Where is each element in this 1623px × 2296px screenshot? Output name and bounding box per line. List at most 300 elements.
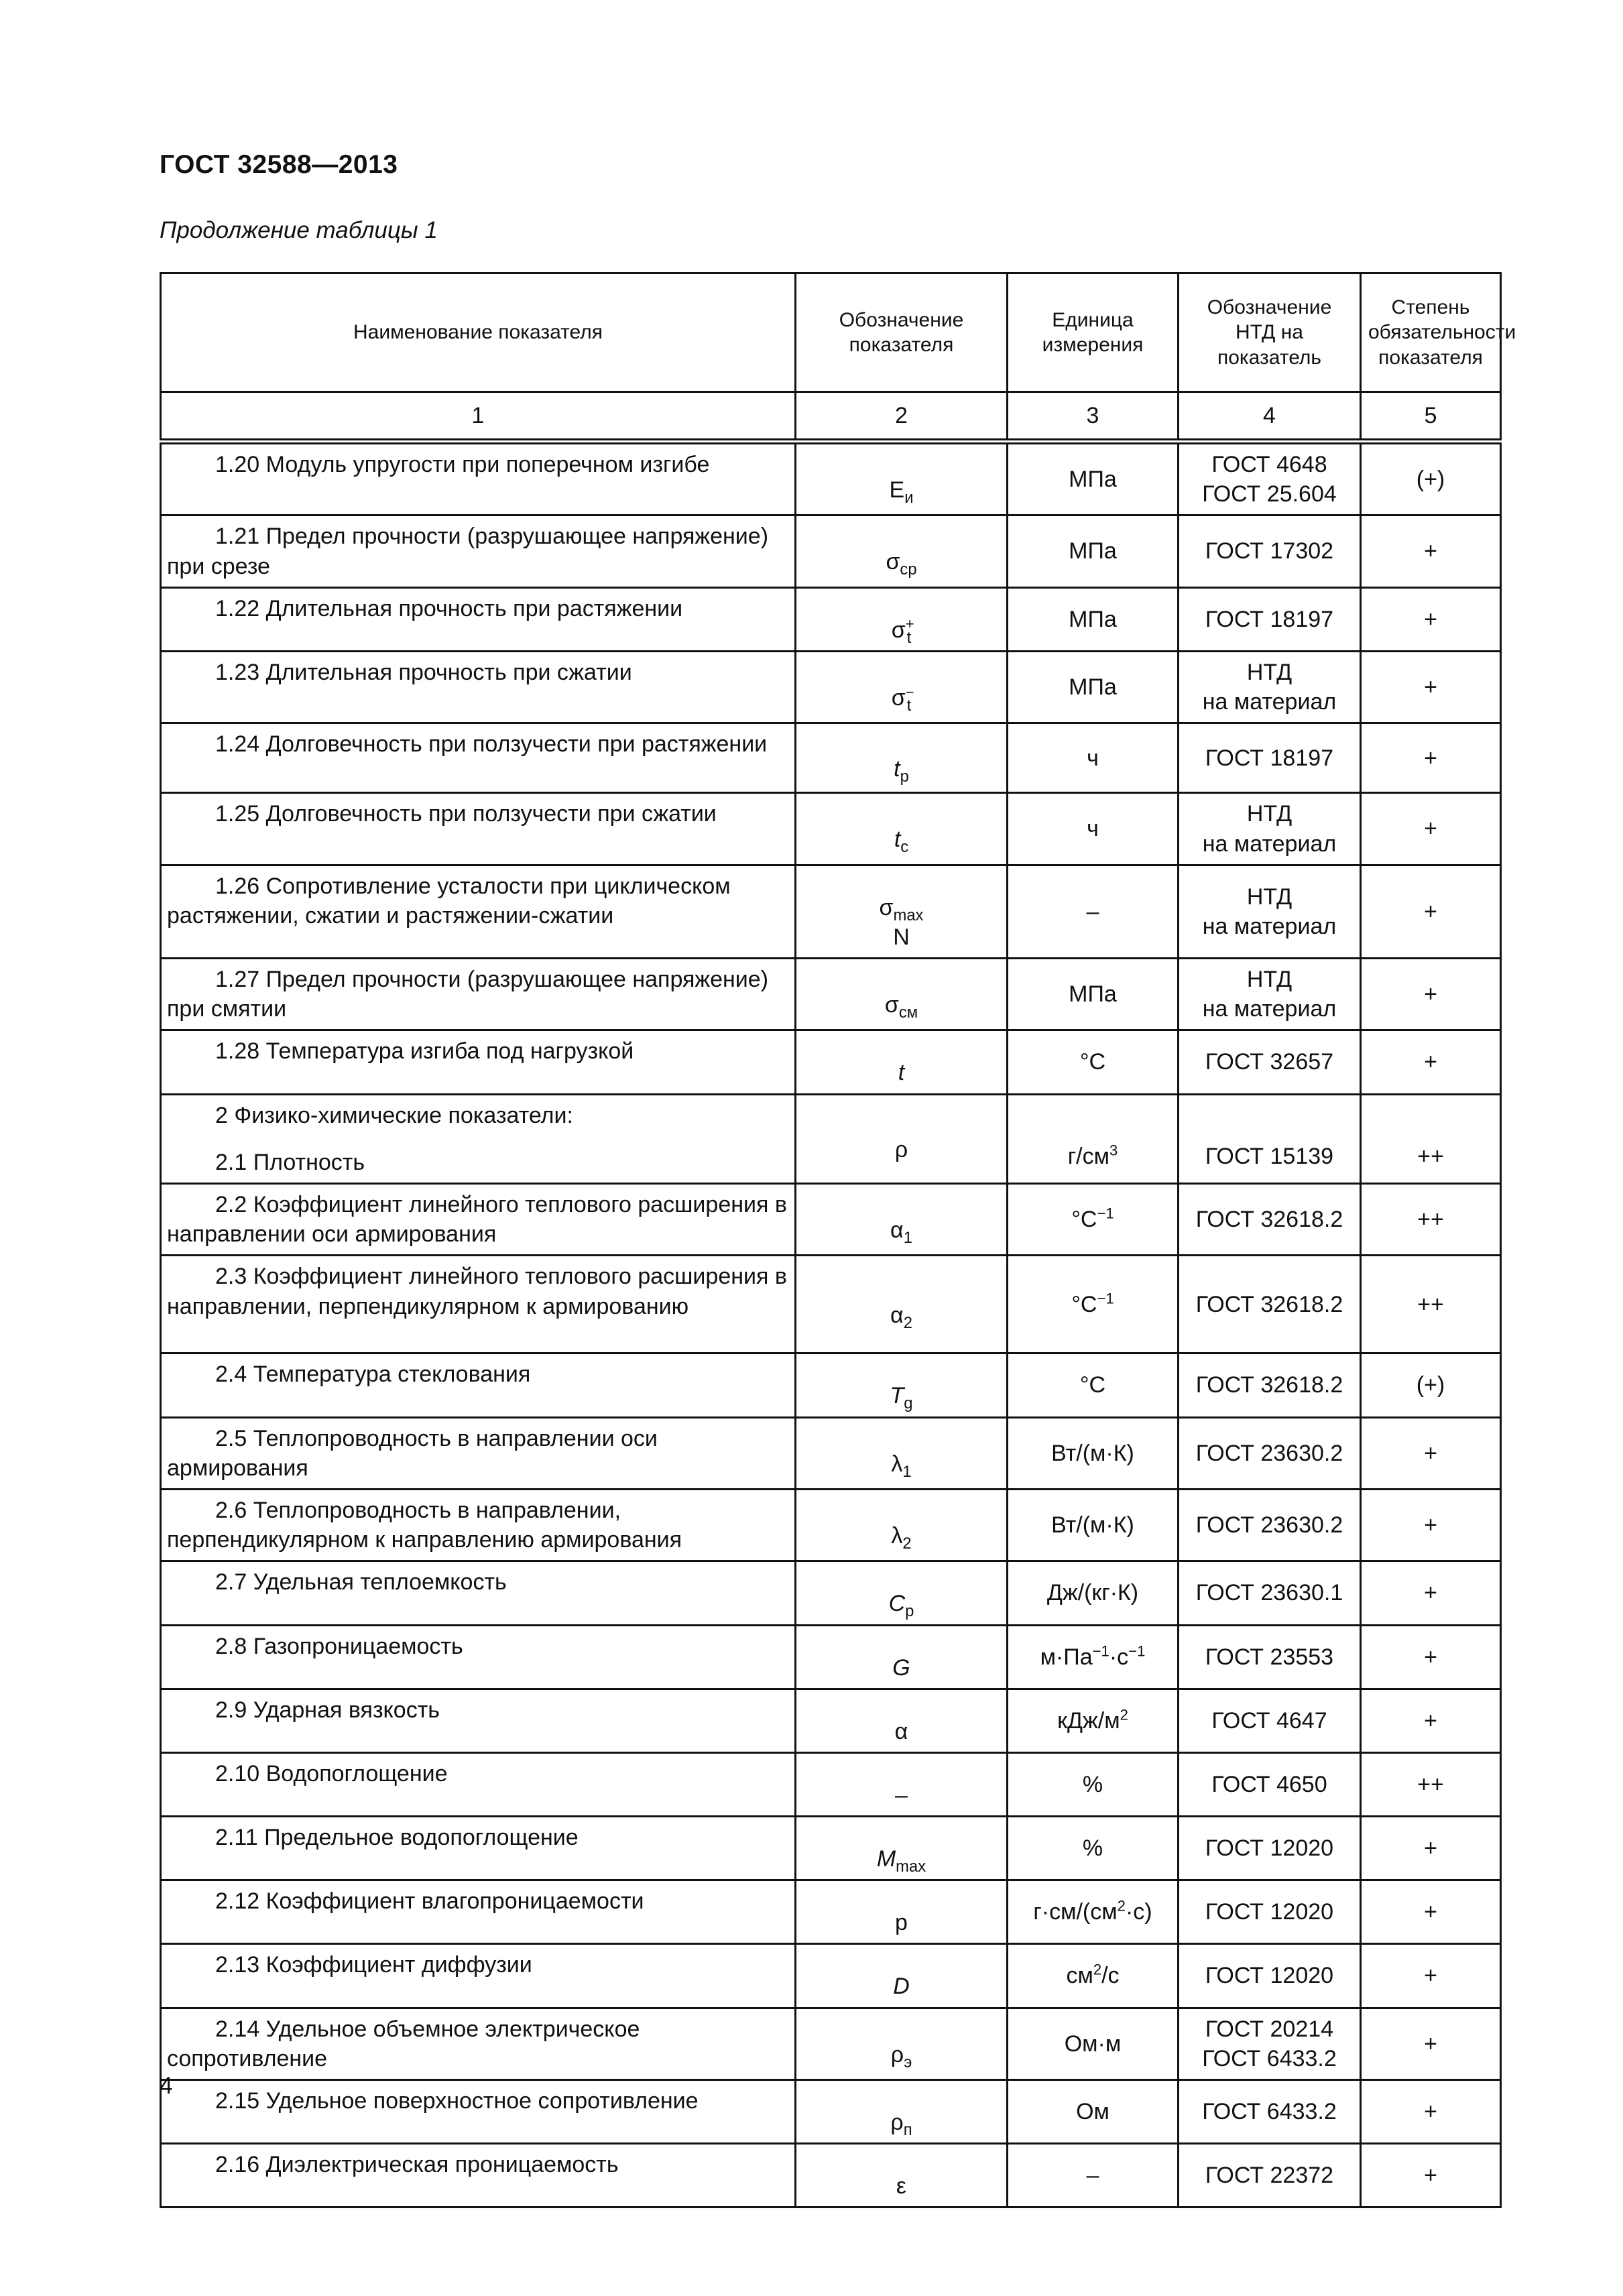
table-row	[161, 1944, 1501, 2008]
indicator-name: 1.27 Предел прочности (разрушающее напряжение) при смятии	[167, 967, 769, 1022]
unit-cell	[1008, 442, 1179, 516]
standard-reference: ГОСТ 17302	[1205, 538, 1334, 564]
indicator-symbol-cell	[796, 959, 1008, 1030]
indicator-name: 1.28 Температура изгиба под нагрузкой	[215, 1038, 634, 1065]
document-title: ГОСТ 32588—2013	[160, 150, 398, 179]
degree-cell	[1361, 1489, 1501, 1561]
standard-reference: на материал	[1202, 913, 1337, 939]
indicator-symbol-cell	[796, 2008, 1008, 2079]
indicator-name: 2.4 Температура стеклования	[215, 1362, 531, 1388]
degree: +	[1424, 745, 1437, 771]
indicator-name: 2.6 Теплопроводность в направлении, перпендикулярном к направлению армирования	[167, 1497, 682, 1553]
degree-cell	[1361, 516, 1501, 587]
header-unit: Единица измерения	[1008, 274, 1179, 392]
symbol-base: E	[889, 477, 905, 503]
indicator-name: 1.24 Долговечность при ползучести при растяжении	[215, 731, 768, 758]
table-row	[161, 1752, 1501, 1816]
unit: МПа	[1069, 606, 1117, 632]
standard-reference: ГОСТ 12020	[1205, 1963, 1334, 1989]
degree: ++	[1417, 1771, 1444, 1797]
symbol-base: M	[876, 1846, 896, 1872]
standard-cell	[1179, 516, 1361, 587]
degree-cell	[1361, 1561, 1501, 1625]
indicator-name: 2 Физико-химические показатели:	[215, 1102, 573, 1128]
table-header-row	[161, 274, 1501, 392]
standard-reference: ГОСТ 23630.2	[1195, 1440, 1343, 1466]
degree-cell	[1361, 1353, 1501, 1417]
standard-reference: НТД	[1246, 967, 1293, 993]
symbol-base: ρ	[890, 2041, 904, 2067]
symbol-base: σ	[879, 894, 894, 920]
standard-cell	[1179, 1417, 1361, 1489]
degree: +	[1424, 1512, 1437, 1538]
degree-cell	[1361, 793, 1501, 865]
table-row	[161, 793, 1501, 865]
standard-cell	[1179, 793, 1361, 865]
indicator-name-cell	[161, 1625, 796, 1689]
indicator-name: 2.16 Диэлектрическая проницаемость	[215, 2152, 619, 2178]
column-number: 5	[1361, 392, 1501, 442]
indicator-name: 2.14 Удельное объемное электрическое сопротивление	[167, 2016, 640, 2071]
table-caption: Продолжение таблицы 1	[160, 217, 438, 243]
symbol-subscript: э	[904, 2053, 912, 2071]
indicator-name: 1.25 Долговечность при ползучести при сжатии	[215, 801, 717, 827]
indicator-name-cell	[161, 1417, 796, 1489]
standard-cell	[1179, 2008, 1361, 2079]
degree-cell	[1361, 1625, 1501, 1689]
table-row	[161, 587, 1501, 651]
symbol-subscript: max	[896, 1857, 926, 1876]
indicator-name: 1.22 Длительная прочность при растяжении	[215, 595, 683, 621]
symbol-base: t	[894, 756, 900, 782]
symbol-base: D	[893, 1974, 910, 2000]
standard-reference: ГОСТ 4647	[1211, 1707, 1327, 1734]
standard-cell	[1179, 1689, 1361, 1752]
indicator-name-cell	[161, 1353, 796, 1417]
table-row	[161, 1689, 1501, 1752]
standard-reference: ГОСТ 12020	[1205, 1899, 1334, 1925]
degree: +	[1424, 1644, 1437, 1670]
symbol-subscript: g	[904, 1394, 913, 1413]
indicator-symbol-cell	[796, 1880, 1008, 1944]
unit-cell	[1008, 1817, 1179, 1880]
standard-reference: ГОСТ 23630.1	[1195, 1580, 1343, 1606]
table-row	[161, 1489, 1501, 1561]
symbol-subscript: 2	[902, 1534, 912, 1553]
standard-reference: НТД	[1246, 884, 1293, 910]
standard-cell	[1179, 1184, 1361, 1256]
degree-cell	[1361, 587, 1501, 651]
indicator-name: 2.3 Коэффициент линейного теплового расширения в направлении, перпендикулярном к армированию	[167, 1264, 787, 1319]
indicator-symbol-cell	[796, 2080, 1008, 2144]
unit: МПа	[1069, 981, 1117, 1008]
unit: Ом	[1076, 2099, 1109, 2124]
symbol-base: T	[890, 1383, 904, 1409]
indicator-name-cell	[161, 1561, 796, 1625]
unit-superscript: 3	[1109, 1142, 1118, 1159]
indicator-name-cell	[161, 1030, 796, 1094]
symbol-base: α	[890, 1217, 904, 1244]
symbol-subscript: р	[905, 1602, 914, 1621]
symbol-base: σ	[886, 549, 900, 575]
indicator-name-cell	[161, 2080, 796, 2144]
table-row	[161, 2144, 1501, 2208]
symbol-base: λ	[891, 1451, 903, 1477]
unit: Дж/(кг·К)	[1046, 1580, 1139, 1606]
standard-reference: ГОСТ 32657	[1205, 1049, 1334, 1075]
degree-cell	[1361, 1817, 1501, 1880]
symbol-base: ε	[896, 2173, 907, 2199]
standard-cell	[1179, 442, 1361, 516]
unit-superscript: 2	[1120, 1706, 1128, 1724]
table-row	[161, 1880, 1501, 1944]
indicator-name: 1.21 Предел прочности (разрушающее напряжение) при срезе	[167, 524, 769, 579]
standard-reference: ГОСТ 18197	[1205, 745, 1334, 771]
unit-cell	[1008, 1944, 1179, 2008]
degree: +	[1424, 538, 1437, 564]
table-row	[161, 1417, 1501, 1489]
symbol-subscript: ср	[900, 560, 917, 579]
indicator-symbol-cell	[796, 1094, 1008, 1183]
standard-reference: ГОСТ 32618.2	[1195, 1372, 1343, 1398]
indicator-symbol-cell	[796, 1944, 1008, 2008]
degree-cell	[1361, 1030, 1501, 1094]
table-row	[161, 1184, 1501, 1256]
unit: %	[1082, 1835, 1103, 1862]
indicator-symbol-cell	[796, 1625, 1008, 1689]
column-number: 1	[161, 392, 796, 442]
degree-cell	[1361, 2008, 1501, 2079]
indicator-name-cell	[161, 1489, 796, 1561]
unit-superscript: −1	[1097, 1205, 1114, 1222]
indicator-name-cell	[161, 1256, 796, 1353]
unit-cell	[1008, 1625, 1179, 1689]
degree: +	[1424, 606, 1437, 632]
table-row	[161, 442, 1501, 516]
unit: %	[1082, 1771, 1103, 1797]
standard-reference: ГОСТ 4650	[1211, 1771, 1327, 1797]
indicator-name: 1.20 Модуль упругости при поперечном изгибе	[215, 452, 710, 477]
symbol-base: G	[892, 1654, 910, 1681]
unit-superscript: 2	[1093, 1961, 1102, 1979]
unit: ч	[1087, 745, 1099, 771]
symbol-base: C	[888, 1591, 906, 1617]
indicator-symbol-cell	[796, 1417, 1008, 1489]
indicator-name: 2.13 Коэффициент диффузии	[215, 1952, 532, 1978]
degree-cell	[1361, 1256, 1501, 1353]
standard-cell	[1179, 1489, 1361, 1561]
indicator-name-cell	[161, 442, 796, 516]
indicator-name: 2.11 Предельное водопоглощение	[215, 1825, 579, 1851]
degree-cell	[1361, 1184, 1501, 1256]
indicator-name-cell	[161, 2144, 796, 2208]
unit-tail: ·с	[1109, 1644, 1129, 1670]
degree-cell	[1361, 442, 1501, 516]
indicator-symbol-cell	[796, 865, 1008, 958]
symbol-base: σ	[891, 617, 906, 643]
indicator-name-cell	[161, 723, 796, 793]
page-number: 4	[160, 2073, 173, 2099]
symbol-base: ρ	[890, 2110, 904, 2135]
degree: ++	[1417, 1291, 1444, 1317]
symbol-base: σ	[884, 992, 899, 1018]
standard-reference: НТД	[1246, 659, 1293, 685]
degree-cell	[1361, 1880, 1501, 1944]
header-symbol: Обозначение показателя	[796, 274, 1008, 392]
standard-cell	[1179, 1094, 1361, 1183]
symbol-base: ρ	[894, 1136, 908, 1162]
degree-cell	[1361, 1417, 1501, 1489]
symbol-subscript: с	[900, 838, 909, 857]
symbol-subscript: 1	[903, 1228, 912, 1247]
standard-reference: ГОСТ 22372	[1205, 2163, 1334, 2189]
unit: МПа	[1069, 538, 1117, 564]
indicator-symbol-cell	[796, 1752, 1008, 1816]
unit: г/см	[1067, 1143, 1109, 1169]
symbol-subscript: 2	[903, 1313, 912, 1332]
standard-cell	[1179, 1353, 1361, 1417]
symbol-subscript: max	[893, 906, 924, 924]
indicator-name: 2.5 Теплопроводность в направлении оси армирования	[167, 1425, 658, 1481]
degree-cell	[1361, 651, 1501, 723]
indicator-name: 2.15 Удельное поверхностное сопротивление	[215, 2088, 699, 2114]
degree-cell	[1361, 1752, 1501, 1816]
indicator-name: 1.23 Длительная прочность при сжатии	[215, 659, 632, 685]
symbol-base: λ	[891, 1523, 903, 1549]
standard-reference: ГОСТ 32618.2	[1195, 1207, 1343, 1233]
standard-cell	[1179, 1817, 1361, 1880]
indicator-name: 2.2 Коэффициент линейного теплового расширения в направлении оси армирования	[167, 1192, 787, 1248]
indicator-name-cell	[161, 516, 796, 587]
indicator-symbol-cell	[796, 793, 1008, 865]
unit-cell	[1008, 723, 1179, 793]
symbol-base: α	[890, 1302, 904, 1328]
indicators-table	[160, 272, 1516, 2208]
degree: ++	[1417, 1143, 1444, 1169]
table-body	[161, 442, 1501, 2208]
unit-superscript: 2	[1117, 1897, 1126, 1915]
unit: см	[1066, 1963, 1093, 1989]
degree: +	[1424, 674, 1437, 701]
degree: +	[1424, 1049, 1437, 1075]
table-row	[161, 2008, 1501, 2079]
unit: Ом·м	[1064, 2031, 1122, 2057]
standard-reference: ГОСТ 23553	[1205, 1644, 1334, 1670]
standard-cell	[1179, 2144, 1361, 2208]
indicator-name-cell	[161, 1880, 796, 1944]
symbol-subscript: и	[904, 488, 914, 507]
column-numbers-row	[161, 392, 1501, 442]
table-row	[161, 723, 1501, 793]
unit: кДж/м	[1057, 1707, 1120, 1734]
indicator-symbol-cell	[796, 1689, 1008, 1752]
unit-cell	[1008, 2080, 1179, 2144]
indicator-name-cell	[161, 1817, 796, 1880]
table-row	[161, 865, 1501, 958]
indicator-name: 2.12 Коэффициент влагопроницаемости	[215, 1888, 644, 1915]
indicator-symbol-cell	[796, 1184, 1008, 1256]
standard-reference: ГОСТ 12020	[1205, 1835, 1334, 1862]
indicator-symbol-cell	[796, 587, 1008, 651]
indicator-name-sub: 2.1 Плотность	[215, 1149, 365, 1175]
symbol-base: t	[894, 827, 901, 853]
unit-cell	[1008, 1353, 1179, 1417]
column-number: 2	[796, 392, 1008, 442]
unit-cell	[1008, 1489, 1179, 1561]
degree: ++	[1417, 1207, 1444, 1233]
degree-cell	[1361, 723, 1501, 793]
unit-cell	[1008, 516, 1179, 587]
symbol-subscript: р	[900, 767, 909, 786]
standard-reference: ГОСТ 18197	[1205, 606, 1334, 632]
table-row	[161, 1625, 1501, 1689]
standard-reference: ГОСТ 15139	[1205, 1143, 1334, 1169]
symbol-subscript: t	[906, 696, 912, 715]
indicator-symbol-cell	[796, 1489, 1008, 1561]
indicator-name: 2.10 Водопоглощение	[215, 1760, 448, 1787]
symbol-superscript: −	[905, 683, 914, 701]
unit: м·Па	[1040, 1644, 1093, 1670]
degree-cell	[1361, 865, 1501, 958]
standard-cell	[1179, 1256, 1361, 1353]
indicator-name-cell	[161, 2008, 796, 2079]
unit-cell	[1008, 651, 1179, 723]
standard-reference: на материал	[1202, 689, 1337, 715]
indicator-name-cell	[161, 651, 796, 723]
indicator-symbol-cell	[796, 1561, 1008, 1625]
symbol-subscript: п	[903, 2120, 912, 2139]
unit: °C	[1071, 1291, 1097, 1317]
standard-cell	[1179, 723, 1361, 793]
indicator-symbol-cell	[796, 442, 1008, 516]
degree: +	[1424, 898, 1437, 924]
header-standard: Обозначение НТД на показатель	[1179, 274, 1361, 392]
degree: +	[1424, 2163, 1437, 2189]
unit-cell	[1008, 1417, 1179, 1489]
table-row	[161, 1817, 1501, 1880]
indicator-name-cell	[161, 1752, 796, 1816]
symbol-subscript: см	[898, 1003, 918, 1022]
indicator-symbol-cell	[796, 2144, 1008, 2208]
indicator-name-cell	[161, 1184, 796, 1256]
standard-cell	[1179, 1944, 1361, 2008]
unit-cell	[1008, 1752, 1179, 1816]
standard-reference: ГОСТ 32618.2	[1195, 1291, 1343, 1317]
standard-cell	[1179, 651, 1361, 723]
unit: г·см/(см	[1033, 1899, 1118, 1925]
header-name: Наименование показателя	[161, 274, 796, 392]
indicator-symbol-cell	[796, 516, 1008, 587]
degree: +	[1424, 981, 1437, 1008]
unit-superscript: −1	[1097, 1290, 1114, 1307]
unit-cell	[1008, 1561, 1179, 1625]
degree: +	[1424, 1899, 1437, 1925]
symbol-subscript: t	[906, 628, 912, 647]
symbol-base: σ	[891, 685, 906, 711]
indicator-symbol-cell	[796, 651, 1008, 723]
standard-cell	[1179, 959, 1361, 1030]
indicator-name-cell	[161, 1944, 796, 2008]
standard-cell	[1179, 1625, 1361, 1689]
unit: Вт/(м·К)	[1051, 1440, 1134, 1466]
standard-reference: ГОСТ 6433.2	[1202, 2099, 1337, 2124]
degree: +	[1424, 2031, 1437, 2057]
degree-cell	[1361, 2080, 1501, 2144]
unit: МПа	[1069, 674, 1117, 701]
standard-reference: на материал	[1202, 996, 1337, 1022]
indicator-symbol-cell	[796, 1353, 1008, 1417]
standard-reference: ГОСТ 6433.2	[1202, 2045, 1337, 2071]
indicator-name-cell	[161, 587, 796, 651]
table-row	[161, 959, 1501, 1030]
unit-cell	[1008, 1030, 1179, 1094]
unit-cell	[1008, 1094, 1179, 1183]
standard-reference: ГОСТ 4648	[1211, 452, 1327, 477]
unit-tail: /с	[1101, 1963, 1120, 1989]
indicator-name-cell	[161, 793, 796, 865]
column-number: 3	[1008, 392, 1179, 442]
symbol-second-line: N	[893, 924, 910, 950]
degree: (+)	[1416, 467, 1445, 493]
degree-cell	[1361, 2144, 1501, 2208]
indicator-symbol-cell	[796, 723, 1008, 793]
indicator-name: 2.9 Ударная вязкость	[215, 1697, 440, 1723]
table-row	[161, 1256, 1501, 1353]
symbol-superscript: +	[905, 615, 914, 633]
indicator-symbol-cell	[796, 1817, 1008, 1880]
standard-reference: ГОСТ 25.604	[1202, 481, 1337, 507]
table-row	[161, 1094, 1501, 1183]
standard-cell	[1179, 1561, 1361, 1625]
table-row	[161, 1561, 1501, 1625]
indicator-name: 1.26 Сопротивление усталости при циклическом растяжении, сжатии и растяжении-сжатии	[167, 873, 731, 928]
symbol-base: –	[895, 1782, 908, 1808]
unit: –	[1086, 898, 1099, 924]
degree: +	[1424, 1580, 1437, 1606]
indicator-symbol-cell	[796, 1030, 1008, 1094]
unit-cell	[1008, 2144, 1179, 2208]
unit-cell	[1008, 865, 1179, 958]
unit: °C	[1079, 1049, 1106, 1075]
standard-reference: ГОСТ 23630.2	[1195, 1512, 1343, 1538]
table-row	[161, 2080, 1501, 2144]
degree: +	[1424, 816, 1437, 842]
unit-cell	[1008, 793, 1179, 865]
unit-cell	[1008, 1689, 1179, 1752]
unit: ч	[1087, 816, 1099, 842]
unit-superscript: −1	[1128, 1642, 1146, 1660]
table-row	[161, 1030, 1501, 1094]
degree-cell	[1361, 1094, 1501, 1183]
indicator-name-cell	[161, 1094, 796, 1183]
unit: °C	[1071, 1207, 1097, 1233]
indicator-name-cell	[161, 959, 796, 1030]
unit: Вт/(м·К)	[1051, 1512, 1134, 1538]
standard-reference: НТД	[1246, 801, 1293, 827]
unit: –	[1086, 2163, 1099, 2189]
table-row	[161, 1353, 1501, 1417]
unit-cell	[1008, 1880, 1179, 1944]
symbol-subscript: 1	[902, 1462, 912, 1481]
unit-cell	[1008, 959, 1179, 1030]
degree: +	[1424, 2099, 1437, 2124]
symbol-base: α	[894, 1718, 908, 1744]
degree: +	[1424, 1835, 1437, 1862]
degree: +	[1424, 1440, 1437, 1466]
standard-cell	[1179, 2080, 1361, 2144]
standard-reference: ГОСТ 20214	[1205, 2016, 1334, 2042]
indicator-name: 2.8 Газопроницаемость	[215, 1633, 463, 1659]
